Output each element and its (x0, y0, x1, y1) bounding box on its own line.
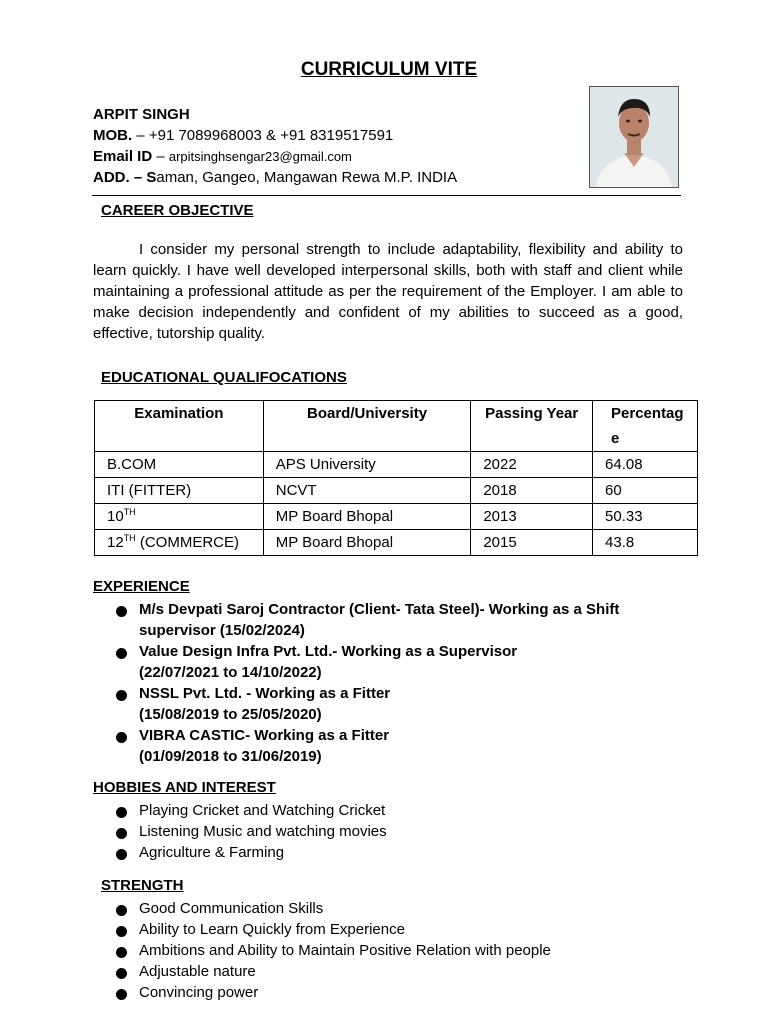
strength-list (93, 898, 693, 1003)
hobby-item: Listening Music and watching movies (93, 821, 693, 842)
exam-cell: B.COM (95, 452, 264, 478)
strength-item: Ambitions and Ability to Maintain Positive Relation with people (93, 940, 693, 961)
percent-cell: 50.33 (593, 504, 698, 530)
email-value: arpitsinghsengar23@gmail.com (168, 149, 352, 164)
strength-item: Good Communication Skills (93, 898, 693, 919)
exam-cell: 12TH (COMMERCE) (95, 530, 264, 556)
person-photo-icon (590, 87, 678, 187)
column-header: Board/University (263, 401, 471, 452)
hobbies-list (93, 800, 693, 863)
column-header: Percentage (593, 401, 698, 452)
board-cell: APS University (263, 452, 471, 478)
career-objective-heading: CAREER OBJECTIVE (101, 202, 254, 219)
board-cell: MP Board Bhopal (263, 530, 471, 556)
mobile-value: – +91 7089968003 & +91 8319517591 (132, 127, 394, 144)
column-header: Passing Year (471, 401, 593, 452)
header-divider (92, 195, 681, 196)
column-header: Examination (95, 401, 264, 452)
table-row (95, 530, 698, 556)
strength-heading: STRENGTH (101, 877, 184, 894)
exam-cell: 10TH (95, 504, 264, 530)
education-table (94, 400, 698, 556)
year-cell: 2022 (471, 452, 593, 478)
table-row (95, 478, 698, 504)
career-objective-text: I consider my personal strength to include adaptability, flexibility and ability to learn quickly. I have well developed interpersonal skills, both with staff and client while maintaining a professional attitude as per the requirement of the Employer. I am able to make decision independently and confident of my abilities to succeed as a good, effective, tutorship quality. (93, 241, 683, 342)
year-cell: 2015 (471, 530, 593, 556)
strength-item: Ability to Learn Quickly from Experience (93, 919, 693, 940)
percent-cell: 43.8 (593, 530, 698, 556)
address-value: aman, Gangeo, Mangawan Rewa M.P. INDIA (156, 169, 458, 186)
mobile-line (93, 125, 393, 146)
email-separator: – (152, 148, 169, 165)
board-cell: MP Board Bhopal (263, 504, 471, 530)
strength-item: Adjustable nature (93, 961, 693, 982)
email-line (93, 146, 352, 167)
address-line (93, 167, 457, 188)
board-cell: NCVT (263, 478, 471, 504)
exam-cell: ITI (FITTER) (95, 478, 264, 504)
email-label: Email ID (93, 148, 153, 165)
year-cell: 2013 (471, 504, 593, 530)
table-row (95, 452, 698, 478)
address-label: ADD. – S (93, 169, 157, 186)
candidate-name: ARPIT SINGH (93, 106, 190, 123)
experience-list (93, 599, 693, 767)
profile-photo (589, 86, 679, 188)
experience-item: VIBRA CASTIC- Working as a Fitter (01/09/2018 to 31/06/2019) (93, 725, 693, 767)
experience-heading: EXPERIENCE (93, 578, 190, 595)
mobile-label: MOB. (93, 127, 133, 144)
hobby-item: Agriculture & Farming (93, 842, 693, 863)
table-row (95, 504, 698, 530)
hobbies-heading: HOBBIES AND INTEREST (93, 779, 276, 796)
percent-cell: 60 (593, 478, 698, 504)
experience-item: NSSL Pvt. Ltd. - Working as a Fitter (15/08/2019 to 25/05/2020) (93, 683, 693, 725)
year-cell: 2018 (471, 478, 593, 504)
strength-item: Convincing power (93, 982, 693, 1003)
education-heading: EDUCATIONAL QUALIFOCATIONS (101, 369, 347, 386)
hobby-item: Playing Cricket and Watching Cricket (93, 800, 693, 821)
document-title: CURRICULUM VITE (300, 59, 478, 80)
percent-cell: 64.08 (593, 452, 698, 478)
experience-item: M/s Devpati Saroj Contractor (Client- Tata Steel)- Working as a Shift supervisor (15/02/2024) (93, 599, 693, 641)
table-header-row (95, 401, 698, 452)
experience-item: Value Design Infra Pvt. Ltd.- Working as a Supervisor (22/07/2021 to 14/10/2022) (93, 641, 693, 683)
